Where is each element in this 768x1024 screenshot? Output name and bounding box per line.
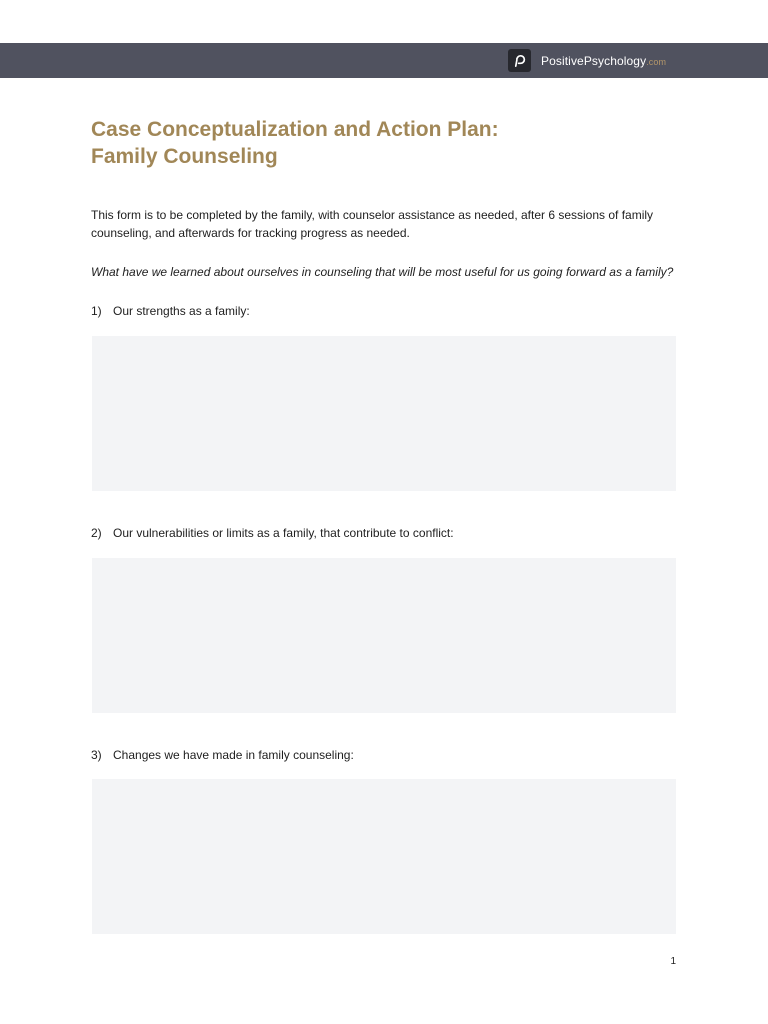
item-3-number: 3) (91, 748, 102, 762)
changes-answer-box[interactable] (92, 779, 676, 934)
brand-name-text: PositivePsychology (541, 53, 647, 68)
brand[interactable] (508, 49, 666, 72)
item-2-label (91, 524, 691, 542)
guiding-question: What have we learned about ourselves in counseling that will be most useful for us going forward as a family? (91, 265, 674, 279)
logo-p-glyph (512, 53, 527, 68)
item-2-number: 2) (91, 526, 102, 540)
item-1-label (91, 302, 691, 320)
vulnerabilities-answer-box[interactable] (92, 558, 676, 713)
brand-name (541, 54, 666, 68)
item-1-text: Our strengths as a family: (113, 304, 250, 318)
page-number: 1 (670, 956, 676, 967)
page-title (91, 116, 691, 170)
brand-tld: .com (646, 56, 667, 67)
item-2-text: Our vulnerabilities or limits as a family, that contribute to conflict: (113, 526, 454, 540)
item-3-text: Changes we have made in family counseling: (113, 748, 354, 762)
header-bar (0, 43, 768, 78)
page-title-line-2: Family Counseling (91, 145, 278, 168)
intro-paragraph: This form is to be completed by the family, with counselor assistance as needed, after 6 sessions of family counseling, and afterwards for tracking progress as needed. (91, 208, 654, 240)
positive-psychology-logo-icon (508, 49, 531, 72)
page-title-line-1: Case Conceptualization and Action Plan: (91, 118, 499, 141)
strengths-answer-box[interactable] (92, 336, 676, 491)
item-3-label (91, 746, 691, 764)
item-1-number: 1) (91, 304, 102, 318)
